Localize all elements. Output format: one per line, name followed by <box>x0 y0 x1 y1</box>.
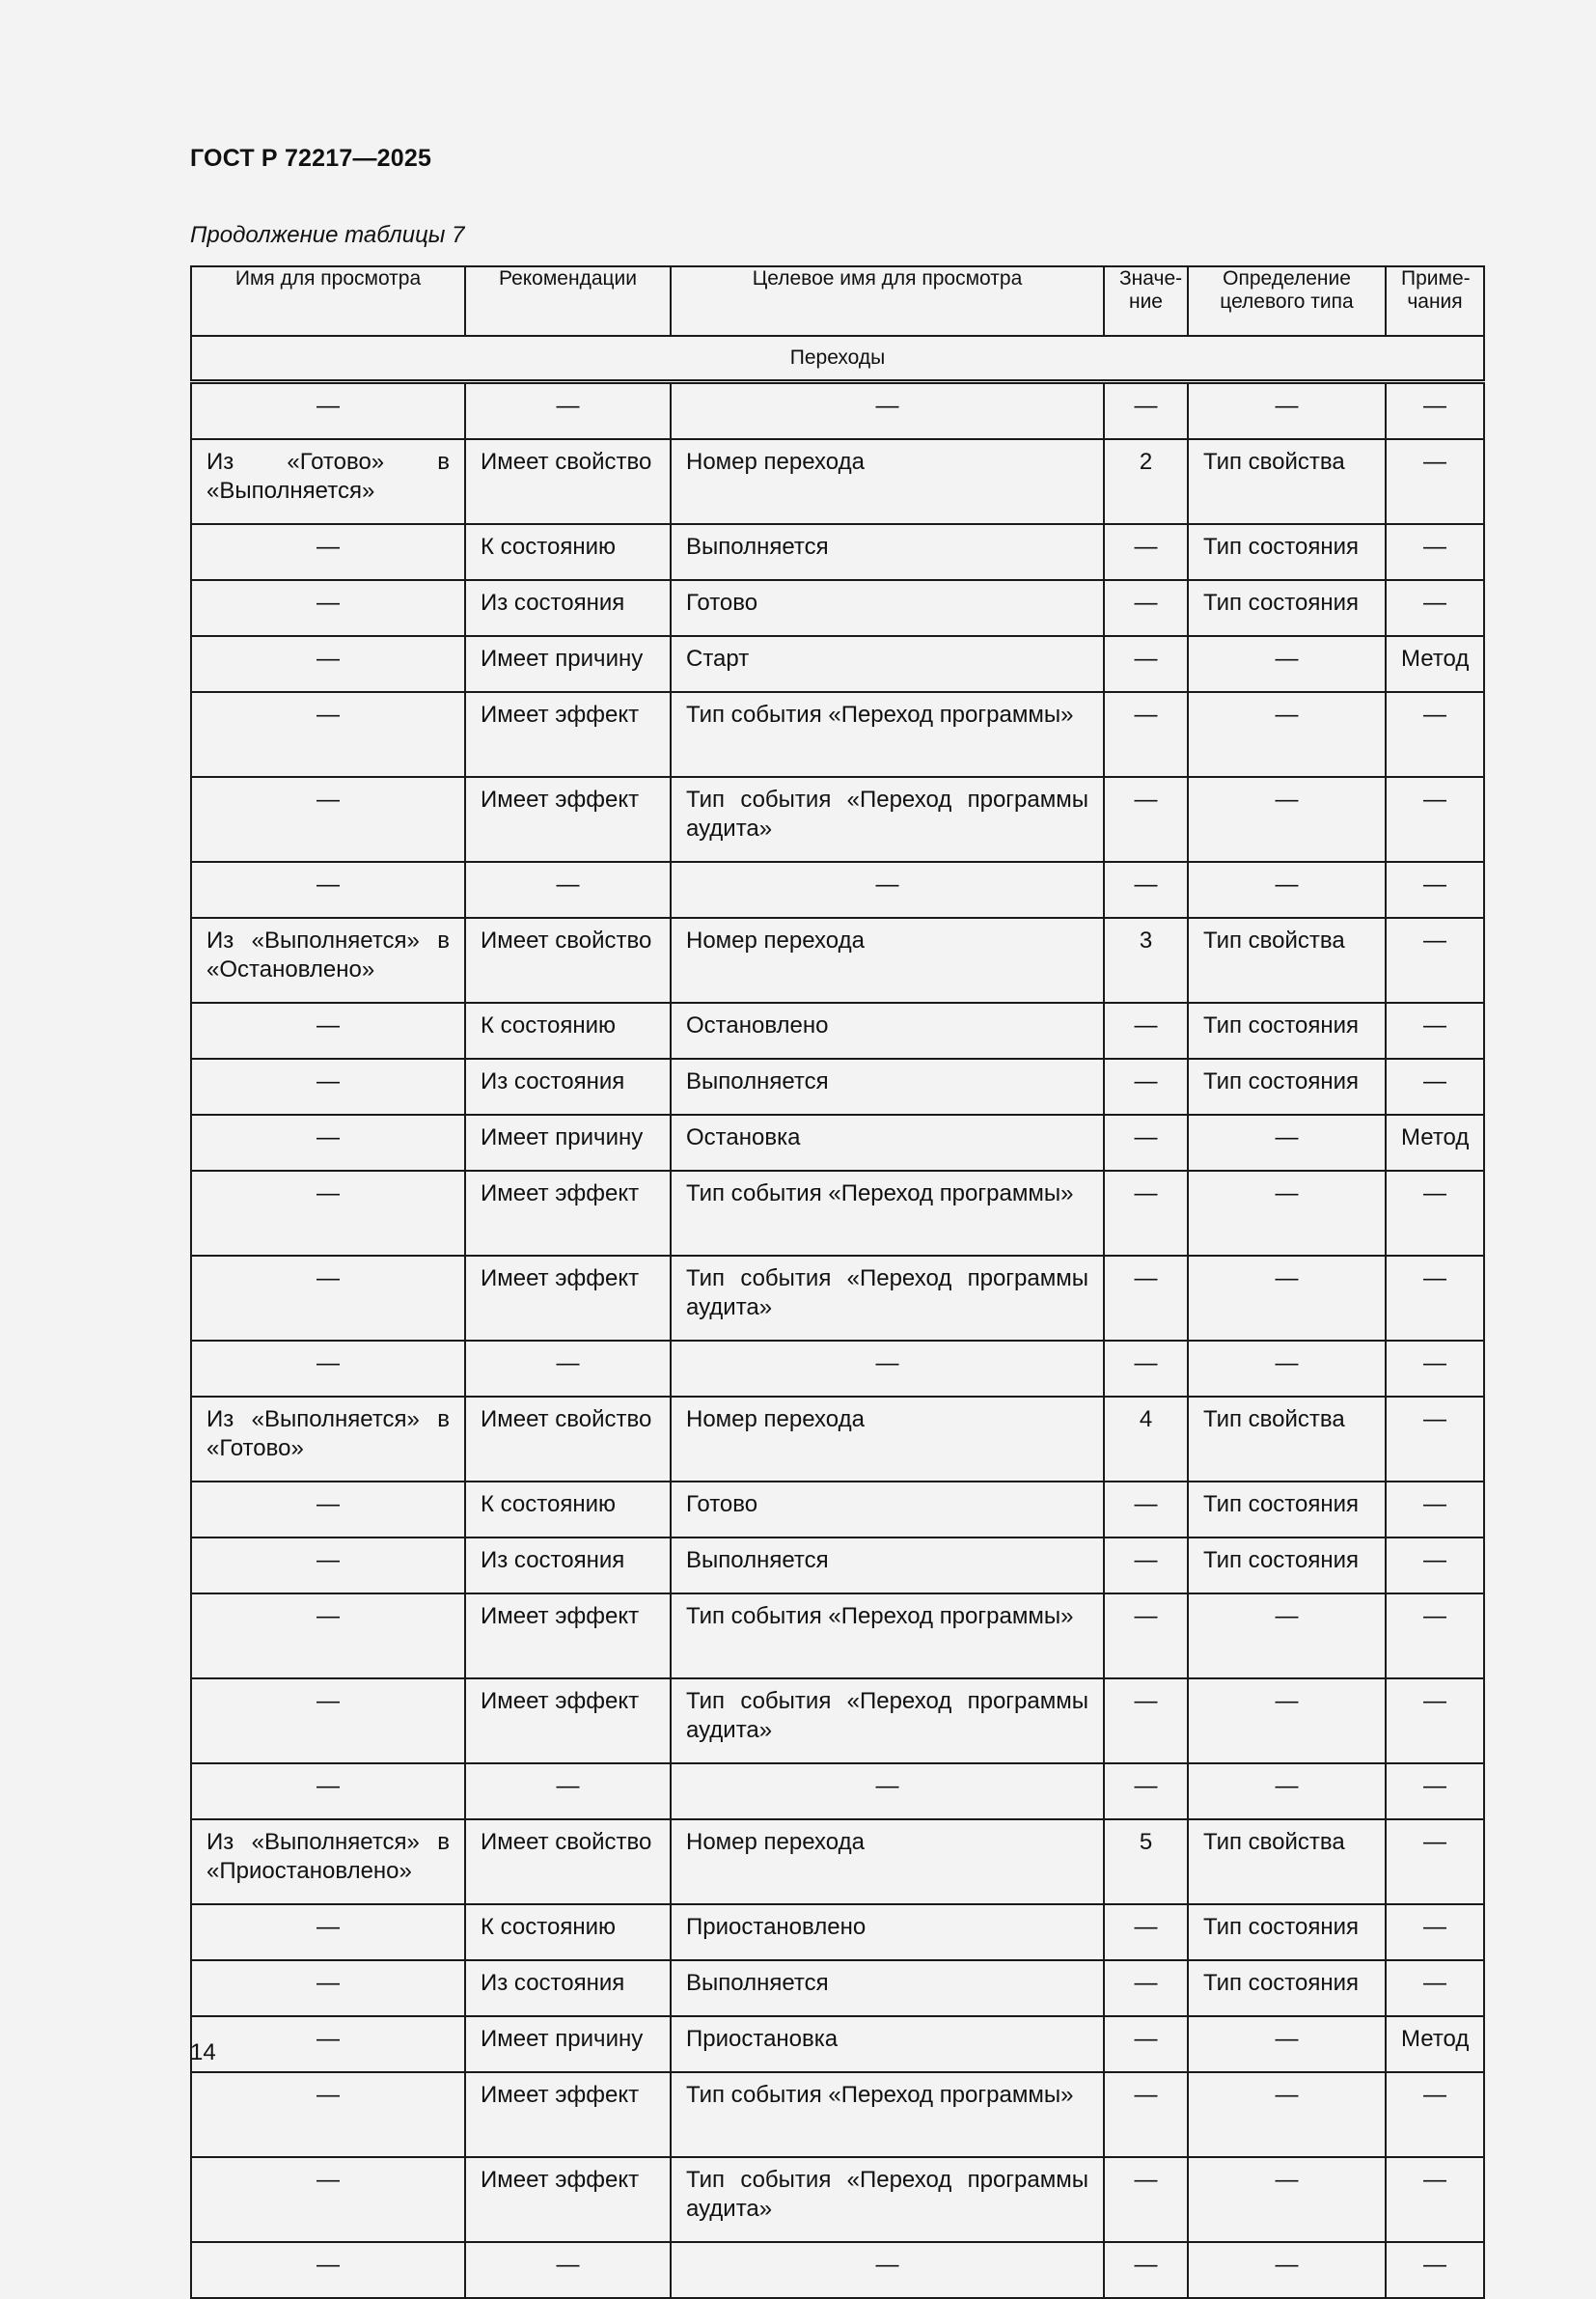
table-row <box>191 1482 1484 1537</box>
cell-note: — <box>1386 439 1484 524</box>
table-row <box>191 777 1484 862</box>
table-row <box>191 2242 1484 2298</box>
cell-note: — <box>1386 1059 1484 1115</box>
header-notes: Приме- чания <box>1386 266 1484 336</box>
table-row <box>191 1397 1484 1482</box>
cell-recommendation: Имеет эффект <box>465 1678 671 1763</box>
cell-target-view-name: Приостановка <box>671 2016 1104 2072</box>
cell-target-type: Тип состояния <box>1188 1482 1386 1537</box>
table-row <box>191 1171 1484 1256</box>
cell-target-view-name: — <box>671 1341 1104 1397</box>
cell-note: — <box>1386 1537 1484 1593</box>
cell-note: — <box>1386 1593 1484 1678</box>
cell-note: Метод <box>1386 2016 1484 2072</box>
cell-value: — <box>1104 382 1188 440</box>
cell-target-type: — <box>1188 382 1386 440</box>
cell-target-type: — <box>1188 1115 1386 1171</box>
cell-value: — <box>1104 1593 1188 1678</box>
cell-recommendation: К состоянию <box>465 1904 671 1960</box>
cell-target-type: — <box>1188 862 1386 918</box>
cell-target-view-name: Выполняется <box>671 524 1104 580</box>
cell-note: — <box>1386 382 1484 440</box>
cell-view-name: — <box>191 580 465 636</box>
cell-value: — <box>1104 1763 1188 1819</box>
cell-note: — <box>1386 1482 1484 1537</box>
cell-recommendation: Имеет эффект <box>465 1593 671 1678</box>
cell-value: — <box>1104 1678 1188 1763</box>
header-target-type: Определение целевого типа <box>1188 266 1386 336</box>
cell-target-view-name: Тип события «Переход программы» <box>671 692 1104 777</box>
cell-value: — <box>1104 636 1188 692</box>
data-table <box>190 265 1485 2299</box>
cell-value: — <box>1104 1003 1188 1059</box>
cell-value: 2 <box>1104 439 1188 524</box>
cell-view-name: — <box>191 1482 465 1537</box>
cell-view-name: Из «Выполняется» в «Остановлено» <box>191 918 465 1003</box>
cell-target-view-name: Номер перехода <box>671 918 1104 1003</box>
cell-view-name: — <box>191 1341 465 1397</box>
cell-value: 5 <box>1104 1819 1188 1904</box>
cell-view-name: — <box>191 1171 465 1256</box>
cell-target-type: — <box>1188 692 1386 777</box>
table-row <box>191 439 1484 524</box>
cell-target-type: Тип состояния <box>1188 580 1386 636</box>
page-number: 14 <box>190 2039 216 2065</box>
table-row <box>191 1763 1484 1819</box>
cell-value: — <box>1104 1341 1188 1397</box>
cell-target-type: Тип свойства <box>1188 918 1386 1003</box>
table-row <box>191 1256 1484 1341</box>
cell-note: — <box>1386 918 1484 1003</box>
cell-value: — <box>1104 2157 1188 2242</box>
cell-note: — <box>1386 1003 1484 1059</box>
cell-target-type: — <box>1188 1678 1386 1763</box>
table-row <box>191 1003 1484 1059</box>
table-row <box>191 2072 1484 2157</box>
cell-value: — <box>1104 777 1188 862</box>
cell-value: — <box>1104 2016 1188 2072</box>
cell-target-view-name: Тип события «Переход программы» <box>671 2072 1104 2157</box>
cell-value: 3 <box>1104 918 1188 1003</box>
cell-target-view-name: Номер перехода <box>671 439 1104 524</box>
header-value: Значе- ние <box>1104 266 1188 336</box>
cell-target-view-name: Приостановлено <box>671 1904 1104 1960</box>
cell-recommendation: Из состояния <box>465 1960 671 2016</box>
cell-target-view-name: Номер перехода <box>671 1819 1104 1904</box>
cell-note: — <box>1386 524 1484 580</box>
cell-view-name: — <box>191 524 465 580</box>
cell-target-type: — <box>1188 1763 1386 1819</box>
cell-view-name: — <box>191 2016 465 2072</box>
cell-recommendation: Из состояния <box>465 1537 671 1593</box>
cell-value: — <box>1104 1904 1188 1960</box>
cell-note: — <box>1386 1256 1484 1341</box>
cell-target-type: — <box>1188 636 1386 692</box>
cell-view-name: — <box>191 1593 465 1678</box>
section-row <box>191 336 1484 382</box>
cell-target-type: — <box>1188 1341 1386 1397</box>
cell-recommendation: Имеет свойство <box>465 1819 671 1904</box>
cell-note: — <box>1386 692 1484 777</box>
cell-view-name: — <box>191 1256 465 1341</box>
cell-target-type: — <box>1188 2157 1386 2242</box>
cell-target-type: — <box>1188 2072 1386 2157</box>
header-view-name: Имя для просмотра <box>191 266 465 336</box>
cell-recommendation: — <box>465 382 671 440</box>
cell-target-type: Тип состояния <box>1188 1904 1386 1960</box>
cell-value: 4 <box>1104 1397 1188 1482</box>
cell-target-view-name: — <box>671 862 1104 918</box>
cell-recommendation: К состоянию <box>465 524 671 580</box>
cell-note: — <box>1386 777 1484 862</box>
cell-recommendation: — <box>465 862 671 918</box>
cell-target-view-name: Остановлено <box>671 1003 1104 1059</box>
cell-note: — <box>1386 1397 1484 1482</box>
cell-target-view-name: Тип события «Переход программы аудита» <box>671 2157 1104 2242</box>
cell-target-type: — <box>1188 2016 1386 2072</box>
cell-value: — <box>1104 1171 1188 1256</box>
cell-target-view-name: Готово <box>671 580 1104 636</box>
cell-target-type: Тип свойства <box>1188 439 1386 524</box>
table-row <box>191 580 1484 636</box>
cell-view-name: — <box>191 2157 465 2242</box>
cell-target-type: Тип состояния <box>1188 1537 1386 1593</box>
cell-recommendation: Из состояния <box>465 580 671 636</box>
cell-recommendation: К состоянию <box>465 1482 671 1537</box>
cell-view-name: — <box>191 1960 465 2016</box>
document-code: ГОСТ Р 72217—2025 <box>190 145 432 172</box>
cell-value: — <box>1104 862 1188 918</box>
cell-view-name: — <box>191 1003 465 1059</box>
table-row <box>191 692 1484 777</box>
cell-recommendation: Имеет свойство <box>465 918 671 1003</box>
cell-view-name: — <box>191 777 465 862</box>
cell-value: — <box>1104 580 1188 636</box>
cell-target-view-name: Выполняется <box>671 1537 1104 1593</box>
cell-target-type: Тип состояния <box>1188 1003 1386 1059</box>
cell-value: — <box>1104 1059 1188 1115</box>
cell-target-view-name: Выполняется <box>671 1960 1104 2016</box>
table-row <box>191 1960 1484 2016</box>
cell-view-name: — <box>191 1537 465 1593</box>
cell-value: — <box>1104 524 1188 580</box>
cell-view-name: — <box>191 1904 465 1960</box>
cell-target-type: Тип свойства <box>1188 1819 1386 1904</box>
table-row <box>191 1115 1484 1171</box>
table-row <box>191 2157 1484 2242</box>
cell-view-name: Из «Выполняется» в «Готово» <box>191 1397 465 1482</box>
cell-note: — <box>1386 1819 1484 1904</box>
cell-recommendation: Имеет эффект <box>465 777 671 862</box>
cell-recommendation: Имеет эффект <box>465 692 671 777</box>
table-row <box>191 1678 1484 1763</box>
cell-note: — <box>1386 2157 1484 2242</box>
section-label: Переходы <box>191 336 1484 382</box>
cell-recommendation: Имеет эффект <box>465 2157 671 2242</box>
cell-recommendation: — <box>465 1341 671 1397</box>
cell-view-name: — <box>191 2072 465 2157</box>
cell-view-name: — <box>191 1059 465 1115</box>
cell-target-view-name: — <box>671 382 1104 440</box>
cell-target-type: — <box>1188 1171 1386 1256</box>
header-recommendations: Рекомендации <box>465 266 671 336</box>
table-row <box>191 862 1484 918</box>
cell-target-type: Тип состояния <box>1188 1059 1386 1115</box>
table-row <box>191 636 1484 692</box>
cell-recommendation: Имеет причину <box>465 2016 671 2072</box>
table-row <box>191 1593 1484 1678</box>
cell-recommendation: Имеет свойство <box>465 439 671 524</box>
cell-target-view-name: Тип события «Переход программы аудита» <box>671 1678 1104 1763</box>
cell-recommendation: Имеет эффект <box>465 1171 671 1256</box>
cell-target-type: Тип состояния <box>1188 524 1386 580</box>
cell-value: — <box>1104 1482 1188 1537</box>
cell-target-view-name: Остановка <box>671 1115 1104 1171</box>
cell-target-view-name: Номер перехода <box>671 1397 1104 1482</box>
cell-view-name: — <box>191 1763 465 1819</box>
cell-view-name: — <box>191 862 465 918</box>
cell-view-name: Из «Выполняется» в «Приостановлено» <box>191 1819 465 1904</box>
cell-target-view-name: Выполняется <box>671 1059 1104 1115</box>
table-row <box>191 2016 1484 2072</box>
cell-note: — <box>1386 2072 1484 2157</box>
cell-note: — <box>1386 862 1484 918</box>
cell-target-view-name: — <box>671 1763 1104 1819</box>
table-row <box>191 1059 1484 1115</box>
cell-value: — <box>1104 1960 1188 2016</box>
cell-note: — <box>1386 1904 1484 1960</box>
table-row <box>191 1537 1484 1593</box>
cell-recommendation: Имеет эффект <box>465 1256 671 1341</box>
table-row <box>191 1341 1484 1397</box>
cell-note: — <box>1386 1341 1484 1397</box>
table-row <box>191 524 1484 580</box>
cell-target-type: — <box>1188 1256 1386 1341</box>
table-row <box>191 918 1484 1003</box>
cell-recommendation: — <box>465 2242 671 2298</box>
cell-note: Метод <box>1386 636 1484 692</box>
cell-target-type: — <box>1188 2242 1386 2298</box>
cell-target-type: Тип состояния <box>1188 1960 1386 2016</box>
cell-target-type: — <box>1188 1593 1386 1678</box>
header-row <box>191 266 1484 336</box>
cell-recommendation: Из состояния <box>465 1059 671 1115</box>
cell-target-view-name: Тип события «Переход программы» <box>671 1593 1104 1678</box>
cell-target-view-name: Старт <box>671 636 1104 692</box>
header-target-view-name: Целевое имя для просмотра <box>671 266 1104 336</box>
cell-value: — <box>1104 1115 1188 1171</box>
cell-note: — <box>1386 2242 1484 2298</box>
cell-value: — <box>1104 2242 1188 2298</box>
cell-note: — <box>1386 1763 1484 1819</box>
cell-recommendation: Имеет причину <box>465 636 671 692</box>
cell-recommendation: Имеет причину <box>465 1115 671 1171</box>
cell-recommendation: Имеет свойство <box>465 1397 671 1482</box>
cell-recommendation: — <box>465 1763 671 1819</box>
cell-note: — <box>1386 1960 1484 2016</box>
cell-view-name: — <box>191 1678 465 1763</box>
cell-target-type: — <box>1188 777 1386 862</box>
cell-target-type: Тип свойства <box>1188 1397 1386 1482</box>
cell-target-view-name: Тип события «Переход программы аудита» <box>671 1256 1104 1341</box>
cell-view-name: — <box>191 636 465 692</box>
cell-value: — <box>1104 2072 1188 2157</box>
table-row <box>191 1904 1484 1960</box>
cell-view-name: — <box>191 2242 465 2298</box>
cell-recommendation: К состоянию <box>465 1003 671 1059</box>
cell-note: Метод <box>1386 1115 1484 1171</box>
cell-recommendation: Имеет эффект <box>465 2072 671 2157</box>
cell-target-view-name: Тип события «Переход программы аудита» <box>671 777 1104 862</box>
cell-view-name: — <box>191 1115 465 1171</box>
table-row <box>191 1819 1484 1904</box>
cell-value: — <box>1104 1256 1188 1341</box>
cell-target-view-name: Готово <box>671 1482 1104 1537</box>
cell-note: — <box>1386 1678 1484 1763</box>
table-caption: Продолжение таблицы 7 <box>190 222 465 248</box>
cell-target-view-name: Тип события «Переход программы» <box>671 1171 1104 1256</box>
cell-note: — <box>1386 580 1484 636</box>
cell-note: — <box>1386 1171 1484 1256</box>
cell-target-view-name: — <box>671 2242 1104 2298</box>
cell-value: — <box>1104 692 1188 777</box>
cell-view-name: Из «Готово» в «Выполняется» <box>191 439 465 524</box>
cell-view-name: — <box>191 382 465 440</box>
table-row <box>191 382 1484 440</box>
cell-view-name: — <box>191 692 465 777</box>
cell-value: — <box>1104 1537 1188 1593</box>
